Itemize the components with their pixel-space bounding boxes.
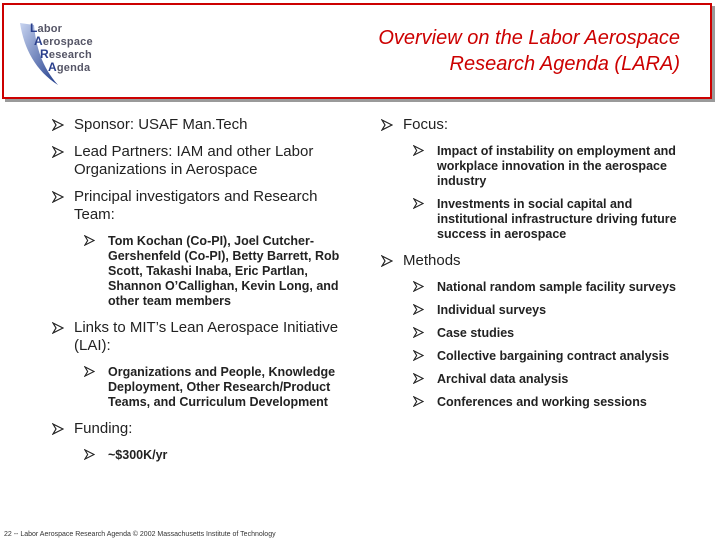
- focus-heading: Focus:: [403, 116, 449, 133]
- links-item: [52, 319, 352, 410]
- arrow-bullet-icon: [52, 423, 64, 435]
- arrow-bullet-icon: [84, 235, 95, 246]
- pi-item: [52, 188, 352, 309]
- arrow-bullet-icon: [413, 198, 424, 209]
- arrow-bullet-icon: [381, 255, 393, 267]
- arrow-bullet-icon: [84, 449, 95, 460]
- partners-item: [52, 143, 352, 179]
- right-column: [381, 116, 681, 420]
- funding-detail-item: [80, 448, 352, 463]
- arrow-bullet-icon: [52, 322, 64, 334]
- methods-subitem: [409, 395, 681, 410]
- pi-heading: Principal investigators and Research Team:: [74, 188, 318, 223]
- methods-subitem-text: Conferences and working sessions: [437, 395, 647, 409]
- logo-line-3: Research: [40, 47, 92, 61]
- arrow-bullet-icon: [413, 350, 424, 361]
- methods-subitem-text: National random sample facility surveys: [437, 280, 676, 294]
- methods-subitem: [409, 280, 681, 295]
- pi-detail-text: Tom Kochan (Co-PI), Joel Cutcher-Gershenfeld (Co-PI), Betty Barrett, Rob Scott, Takashi Inaba, Eric Partlan, Shannon O’Callighan, Kevin Long, and other team members: [108, 234, 340, 308]
- methods-subitem-text: Individual surveys: [437, 303, 547, 317]
- title-line-1: Overview on the Labor Aerospace: [378, 27, 680, 49]
- logo-line-2: Aerospace: [34, 34, 93, 48]
- funding-heading: Funding:: [74, 420, 133, 437]
- arrow-bullet-icon: [84, 366, 95, 377]
- methods-subitem: [409, 349, 681, 364]
- links-heading: Links to MIT’s Lean Aerospace Initiative (LAI):: [74, 319, 339, 354]
- methods-heading: Methods: [403, 252, 461, 269]
- arrow-bullet-icon: [52, 119, 64, 131]
- pi-detail-item: [80, 234, 352, 309]
- page-title: [260, 25, 680, 77]
- left-column: [52, 116, 352, 473]
- arrow-bullet-icon: [52, 191, 64, 203]
- partners-text: Lead Partners: IAM and other Labor Organizations in Aerospace: [74, 143, 314, 178]
- methods-subitem: [409, 303, 681, 318]
- sponsor-text: Sponsor: USAF Man.Tech: [74, 116, 248, 133]
- links-detail-text: Organizations and People, Knowledge Deployment, Other Research/Product Teams, and Curriculum Development: [108, 365, 336, 409]
- title-line-2: Research Agenda (LARA): [449, 53, 680, 75]
- focus-item: [381, 116, 681, 242]
- funding-item: [52, 420, 352, 463]
- focus-subitem: [409, 144, 681, 189]
- arrow-bullet-icon: [413, 281, 424, 292]
- links-detail-item: [80, 365, 352, 410]
- focus-subitem: [409, 197, 681, 242]
- focus-subitem-text: Impact of instability on employment and workplace innovation in the aerospace industry: [437, 144, 676, 188]
- arrow-bullet-icon: [413, 396, 424, 407]
- footer: 22 -- Labor Aerospace Research Agenda © 2002 Massachusetts Institute of Technology: [4, 531, 276, 538]
- sponsor-item: [52, 116, 352, 134]
- methods-subitem: [409, 326, 681, 341]
- arrow-bullet-icon: [413, 373, 424, 384]
- methods-subitem: [409, 372, 681, 387]
- lara-logo: [14, 19, 124, 89]
- logo-line-4: Agenda: [48, 60, 91, 74]
- arrow-bullet-icon: [381, 119, 393, 131]
- funding-detail-text: ~$300K/yr: [108, 448, 168, 462]
- header-box: [2, 3, 712, 99]
- methods-subitem-text: Case studies: [437, 326, 515, 340]
- arrow-bullet-icon: [413, 145, 424, 156]
- arrow-bullet-icon: [413, 304, 424, 315]
- focus-subitem-text: Investments in social capital and institutional infrastructure driving future success in aerospace: [437, 197, 677, 241]
- arrow-bullet-icon: [52, 146, 64, 158]
- logo-line-1: Labor: [30, 21, 63, 35]
- methods-subitem-text: Collective bargaining contract analysis: [437, 349, 670, 363]
- methods-item: [381, 252, 681, 410]
- methods-subitem-text: Archival data analysis: [437, 372, 569, 386]
- arrow-bullet-icon: [413, 327, 424, 338]
